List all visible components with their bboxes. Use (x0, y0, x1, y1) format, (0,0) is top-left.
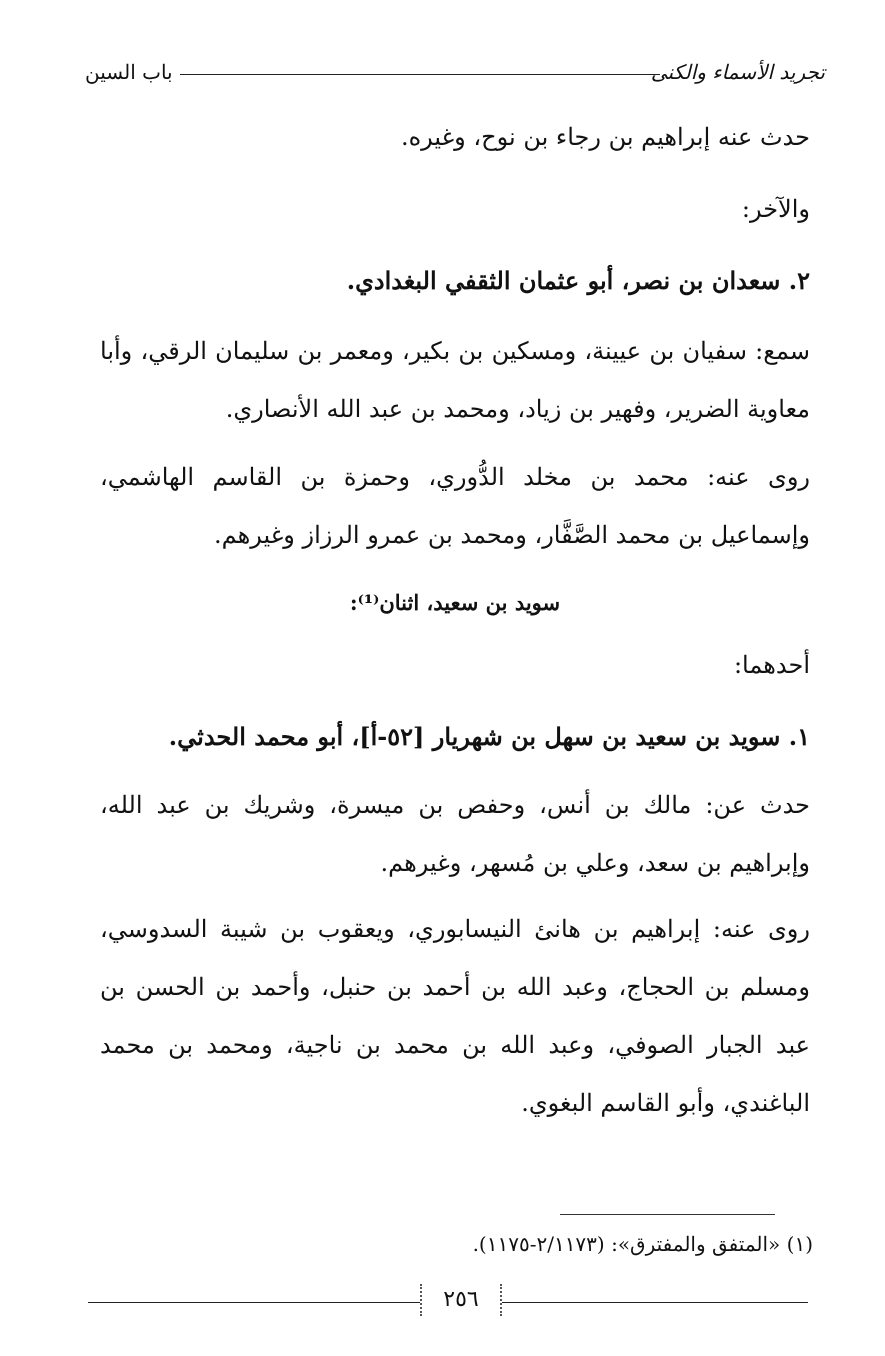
page-header (85, 52, 825, 92)
paragraph-2: والآخر: (741, 195, 810, 223)
footnote: (١) «المتفق والمفترق»: (٢/١١٧٣-١١٧٥). (472, 1232, 813, 1256)
paragraph-sama: سمع: سفيان بن عيينة، ومسكين بن بكير، ومعمر بن سليمان الرقي، وأبا معاوية الضرير، وفهير بن زياد، ومحمد بن عبد الله الأنصاري. (100, 337, 810, 423)
entry-heading-1: ١. سويد بن سعيد بن سهل بن شهريار [٥٢-أ]، أبو محمد الحدثي. (168, 722, 810, 751)
page-number: ٢٥٦ (420, 1284, 502, 1316)
paragraph-haddatha-an: حدث عن: مالك بن أنس، وحفص بن ميسرة، وشريك بن عبد الله، وإبراهيم بن سعد، وعلي بن مُسهر، وغيرهم. (100, 791, 811, 877)
section-heading: سويد بن سعيد، اثنان⁽¹⁾: (349, 590, 561, 615)
paragraph-ahaduhuma: أحدهما: (733, 651, 810, 679)
entry-heading-2: ٢. سعدان بن نصر، أبو عثمان الثقفي البغدادي. (346, 266, 810, 295)
footnote-rule (560, 1214, 775, 1215)
header-rule (180, 74, 660, 75)
running-section: باب السين (85, 60, 173, 84)
paragraph-rawa-anhu-2: روى عنه: إبراهيم بن هانئ النيسابوري، ويعقوب بن شيبة السدوسي، ومسلم بن الحجاج، وعبد الله بن أحمد بن حنبل، وأحمد بن الحسن بن عبد الجبار الصوفي، وعبد الله بن محمد بن ناجية، ومحمد بن محمد الباغندي، وأبو القاسم البغوي. (100, 915, 810, 1117)
running-title: تجريد الأسماء والكنى (650, 60, 825, 84)
paragraph-1: حدث عنه إبراهيم بن رجاء بن نوح، وغيره. (400, 123, 810, 151)
paragraph-rawa-anhu-1: روى عنه: محمد بن مخلد الدُّوري، وحمزة بن القاسم الهاشمي، وإسماعيل بن محمد الصَّفَّار، ومحمد بن عمرو الرزاز وغيرهم. (100, 463, 810, 549)
